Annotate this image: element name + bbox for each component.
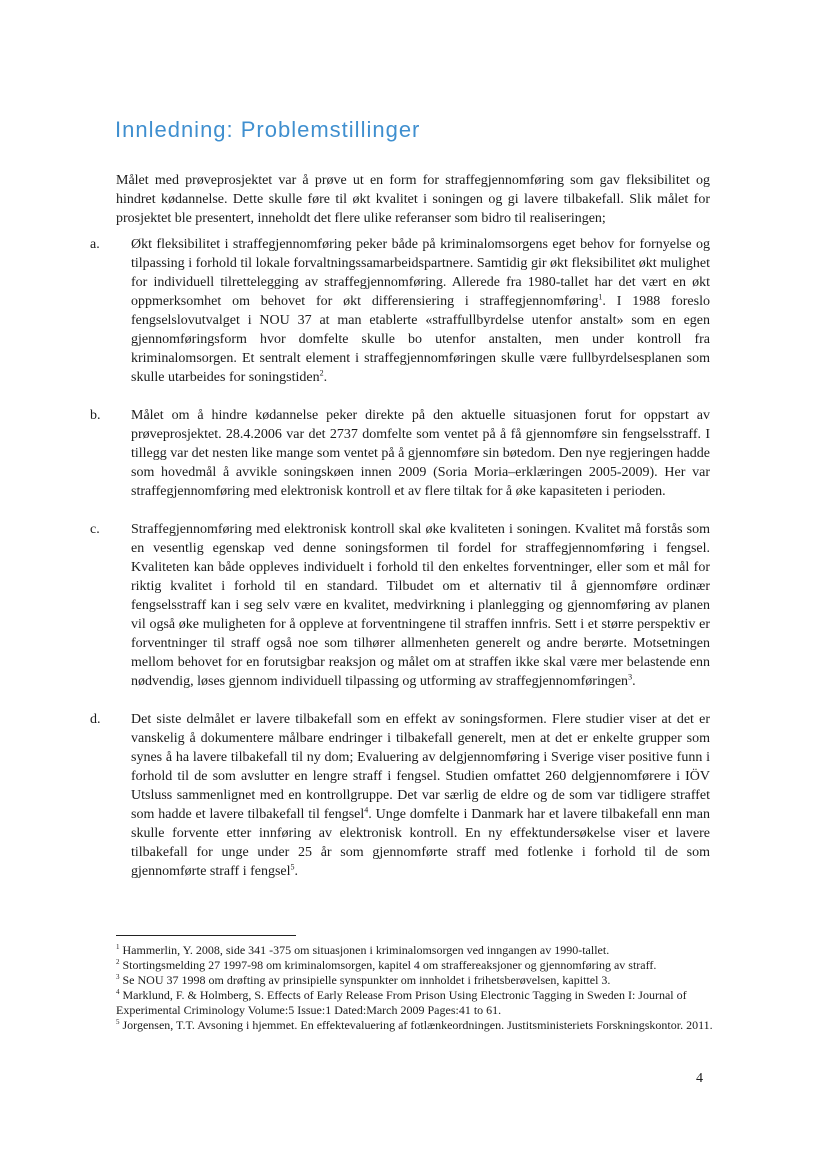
- footnote-text: Stortingsmelding 27 1997-98 om kriminalomsorgen, kapitel 4 om straffereaksjoner og gjennomføring av straff.: [122, 958, 657, 972]
- footnote-text: Jorgensen, T.T. Avsoning i hjemmet. En effektevaluering af fotlænkeordningen. Justitsministeriets Forskningskontor. 2011.: [122, 1018, 713, 1032]
- intro-paragraph: Målet med prøveprosjektet var å prøve ut en form for straffegjennomføring som gav fleksibilitet og hindret kødannelse. Dette skulle føre til økt kvalitet i soningen og gi lavere tilbakefall. Slik målet for prosjektet ble presentert, inneholdt det flere ulike referanser som bidro til realiseringen;: [116, 173, 710, 226]
- objectives-list: [90, 235, 710, 881]
- footnote-divider: [116, 935, 296, 936]
- list-item-letter: b.: [90, 408, 101, 423]
- list-item-letter: c.: [90, 522, 100, 537]
- list-item: [90, 520, 710, 691]
- list-item-text: . Unge domfelte i Danmark har et lavere tilbakefall enn man skulle forvente etter innføring av elektronisk kontroll. En ny effektundersøkelse viser et lavere tilbakefall for unge under 25 år som gjennomførte straff med fotlenke i forhold til de som gjennomførte straff i fengsel: [131, 807, 710, 879]
- list-item: [90, 406, 710, 501]
- list-item-text: Økt fleksibilitet i straffegjennomføring peker både på kriminalomsorgens eget behov for fornyelse og tilpassing i forhold til lokale forvaltningssamarbeidspartnere. Samtidig gir økt fleksibilitet økt mulighet for individuell tilrettelegging av straffegjennomføring. Allerede fra 1980-tallet har det vært en økt oppmerksomhet om behovet for økt differensiering i straffegjennomføring: [131, 237, 710, 309]
- footnote: [116, 943, 716, 958]
- footnote-text: Marklund, F. & Holmberg, S. Effects of Early Release From Prison Using Electronic Tagging in Sweden I: Journal of Experimental Criminology Volume:5 Issue:1 Dated:March 2009 Pages:41 to 61.: [116, 988, 687, 1017]
- list-item-text: .: [323, 370, 328, 385]
- list-item-letter: a.: [90, 237, 100, 252]
- footnote-number: 4: [116, 988, 120, 996]
- footnote: [116, 1018, 716, 1033]
- footnote-number: 1: [116, 943, 120, 951]
- list-item-text: .: [632, 674, 636, 689]
- list-item-text: Det siste delmålet er lavere tilbakefall som en effekt av soningsformen. Flere studier viser at det er vanskelig å dokumentere målbare endringer i tilbakefall generelt, men at det er enkelte grupper som synes å ha lavere tilbakefall til ny dom; Evaluering av delgjennomføring i Sverige viser positive funn i forhold til de som avslutter en lengre straff i fengsel. Studien omfattet 260 delgjennomførere i IÖV Utsluss sammenlignet med en kontrollgruppe. Det var særlig de eldre og de som var tidligere straffet som hadde et lavere tilbakefall til fengsel: [131, 712, 710, 822]
- footnote-ref: 5: [290, 862, 295, 872]
- footnote-ref: 4: [364, 805, 369, 815]
- list-item: [90, 235, 710, 387]
- footnote-number: 5: [116, 1018, 120, 1026]
- footnote-ref: 1: [598, 292, 603, 302]
- list-item-letter: d.: [90, 712, 101, 727]
- list-item-text: .: [294, 864, 299, 879]
- footnote-ref: 3: [628, 672, 633, 682]
- footnotes-list: [116, 943, 716, 1033]
- list-item-text: . I 1988 foreslo fengselslovutvalget i NOU 37 at man etablerte «straffullbyrdelse utenfor anstalt» som en egen gjennomføringsform hvor domfelte skulle bo utenfor anstalten, men under kontroll fra kriminalomsorgen. Et sentralt element i straffegjennomføringen skulle være fullbyrdelsesplanen som skulle utarbeides for soningstiden: [131, 294, 710, 385]
- footnote: [116, 958, 716, 973]
- list-item-text: Målet om å hindre kødannelse peker direkte på den aktuelle situasjonen forut for oppstart av prøveprosjektet. 28.4.2006 var det 2737 domfelte som ventet på å få gjennomføre sin fengselsstraff. I tillegg var det nesten like mange som ventet på å gjennomføre sin bøtedom. Den nye regjeringen hadde som hovedmål å avvikle soningskøen innen 2009 (Soria Moria–erklæringen 2005-2009). Her var straffegjennomføring med elektronisk kontroll et av flere tiltak for å øke kapasiteten i perioden.: [131, 408, 710, 499]
- footnote: [116, 988, 716, 1018]
- footnote-text: Hammerlin, Y. 2008, side 341 -375 om situasjonen i kriminalomsorgen ved inngangen av 1990-tallet.: [122, 943, 610, 957]
- page-number: 4: [696, 1071, 703, 1086]
- footnote-number: 3: [116, 973, 120, 981]
- list-item: [90, 710, 710, 881]
- section-heading: Innledning: Problemstillinger: [115, 117, 421, 142]
- footnote-ref: 2: [319, 368, 324, 378]
- list-item-text: Straffegjennomføring med elektronisk kontroll skal øke kvaliteten i soningen. Kvalitet må forstås som en vesentlig egenskap ved denne soningsformen til fordel for straffegjennomføring i fengsel. Kvaliteten kan både oppleves individuelt i forhold til den enkeltes forventninger, eller som et mål for riktig kvalitet i forhold til en standard. Tilbudet om et alternativ til å gjennomføre ordinær fengselsstraff kan i seg selv være en kvalitet, medvirkning i planlegging og gjennomføring av planen vil også øke muligheten for å oppleve at forventningene til straffen innfris. Sett i et større perspektiv er forventninger til straff også noe som tilhører allmenheten generelt og andre berørte. Motsetningen mellom behovet for en forutsigbar reaksjon og målet om at straffen ikke skal være mer belastende enn nødvendig, løses gjennom individuell tilpassing og utforming av straffegjennomføringen: [131, 522, 710, 689]
- footnote-text: Se NOU 37 1998 om drøfting av prinsipielle synspunkter om innholdet i frihetsberøvelsen, kapittel 3.: [122, 973, 611, 987]
- footnote-number: 2: [116, 958, 120, 966]
- footnote: [116, 973, 716, 988]
